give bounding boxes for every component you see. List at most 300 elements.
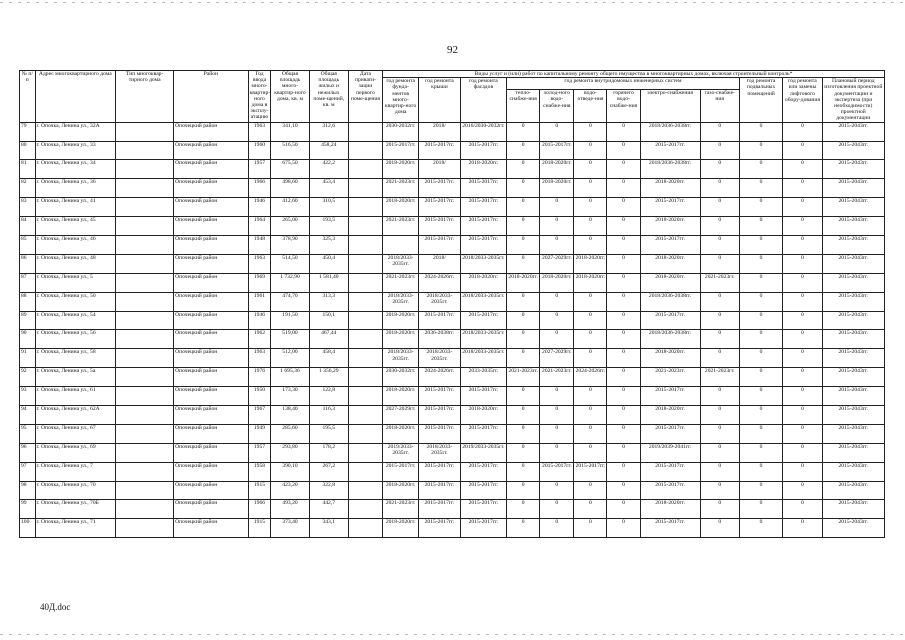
sewer-cell: 0 xyxy=(574,292,607,311)
facade-repair-cell: 2018/2033-2035гг. xyxy=(460,292,507,311)
funds-repair-cell: 2018/2033-2035гг. xyxy=(383,349,419,368)
elevator-repair-cell: 0 xyxy=(783,387,822,406)
gas-supply-cell: 2021-2023гг. xyxy=(700,273,739,292)
address-cell: г. Опочка, Ленина ул., 45 xyxy=(35,217,116,236)
address-cell: г. Опочка, Ленина ул., 71 xyxy=(35,519,116,538)
district-cell: Опочецкий район xyxy=(174,500,248,519)
table-row xyxy=(20,462,885,481)
roof-repair-cell: 2018/ xyxy=(419,122,460,141)
sewer-cell: 0 xyxy=(574,424,607,443)
hot-water-cell: 0 xyxy=(607,330,640,349)
year-built-cell: 1961 xyxy=(248,292,271,311)
total-area-cell: 498,60 xyxy=(271,179,309,198)
basement-repair-cell: 0 xyxy=(739,122,782,141)
planned-period-cell: 2015-2043гг. xyxy=(822,330,884,349)
hot-water-cell: 0 xyxy=(607,122,640,141)
heat-supply-cell: 0 xyxy=(507,217,540,236)
elevator-repair-cell: 0 xyxy=(783,311,822,330)
heat-supply-cell: 0 xyxy=(507,424,540,443)
electric-supply-cell: 2015-2017гг. xyxy=(640,311,700,330)
funds-repair-cell: 2018/2033-2035гг. xyxy=(383,292,419,311)
funds-repair-cell: 2018-2020гг. xyxy=(383,311,419,330)
facade-repair-cell: 2015-2017гг. xyxy=(460,179,507,198)
cold-water-cell: 2018-2020гг. xyxy=(540,160,574,179)
basement-repair-cell: 0 xyxy=(739,141,782,160)
basement-repair-cell: 0 xyxy=(739,292,782,311)
cold-water-cell: 0 xyxy=(540,443,574,462)
facade-repair-cell: 2018/2033-2035гг. xyxy=(460,330,507,349)
funds-repair-cell: 2018-2020гг. xyxy=(383,387,419,406)
elevator-repair-cell: 0 xyxy=(783,462,822,481)
table-row xyxy=(20,311,885,330)
cold-water-cell: 0 xyxy=(540,122,574,141)
planned-period-cell: 2015-2043гг. xyxy=(822,292,884,311)
privatization-cell xyxy=(348,292,382,311)
heat-supply-cell: 0 xyxy=(507,330,540,349)
living-area-cell: 1 356,29 xyxy=(309,368,348,387)
scan-edge-top xyxy=(0,2,905,3)
total-area-cell: 423,20 xyxy=(271,481,309,500)
total-area-cell: 1 695,36 xyxy=(271,368,309,387)
sewer-cell: 2015-2017гг. xyxy=(574,462,607,481)
house-type-cell xyxy=(116,481,174,500)
row-number: 87 xyxy=(20,273,36,292)
year-built-cell: 1966 xyxy=(248,500,271,519)
address-cell: г. Опочка, Ленина ул., 7 xyxy=(35,462,116,481)
address-cell: г. Опочка, Ленина ул., 36 xyxy=(35,179,116,198)
privatization-cell xyxy=(348,254,382,273)
elevator-repair-cell: 0 xyxy=(783,198,822,217)
cold-water-cell: 2015-2017гг. xyxy=(540,141,574,160)
roof-repair-cell: 2015-2017гг. xyxy=(419,217,460,236)
funds-repair-cell: 2019/2033-2035гг. xyxy=(383,443,419,462)
gas-supply-cell: 0 xyxy=(700,500,739,519)
privatization-cell xyxy=(348,462,382,481)
facade-repair-cell: 2015-2017гг. xyxy=(460,424,507,443)
basement-repair-cell: 0 xyxy=(739,462,782,481)
heat-supply-cell: 0 xyxy=(507,405,540,424)
hot-water-cell: 0 xyxy=(607,292,640,311)
year-built-cell: 1958 xyxy=(248,462,271,481)
gas-supply-cell: 0 xyxy=(700,292,739,311)
address-cell: г. Опочка, Ленина ул., 5 xyxy=(35,273,116,292)
year-built-cell: 1976 xyxy=(248,368,271,387)
basement-repair-cell: 0 xyxy=(739,254,782,273)
planned-period-cell: 2015-2043гг. xyxy=(822,424,884,443)
elevator-repair-cell: 0 xyxy=(783,122,822,141)
district-cell: Опочецкий район xyxy=(174,311,248,330)
row-number: 95 xyxy=(20,424,36,443)
hot-water-cell: 0 xyxy=(607,405,640,424)
cold-water-cell: 0 xyxy=(540,481,574,500)
address-cell: г. Опочка, Ленина ул., 62А xyxy=(35,405,116,424)
header-living-area: Общая площадь жилых и нежилых поме-щений, кв. м xyxy=(309,71,348,123)
total-area-cell: 412,60 xyxy=(271,198,309,217)
cold-water-cell: 2015-2017гг. xyxy=(540,462,574,481)
basement-repair-cell: 0 xyxy=(739,443,782,462)
funds-repair-cell: 2030-2032гг. xyxy=(383,122,419,141)
electric-supply-cell: 2018-2020гг. xyxy=(640,273,700,292)
planned-period-cell: 2015-2043гг. xyxy=(822,217,884,236)
basement-repair-cell: 0 xyxy=(739,405,782,424)
planned-period-cell: 2015-2043гг. xyxy=(822,254,884,273)
living-area-cell: 442,7 xyxy=(309,500,348,519)
hot-water-cell: 0 xyxy=(607,443,640,462)
cold-water-cell: 0 xyxy=(540,405,574,424)
sewer-cell: 0 xyxy=(574,141,607,160)
funds-repair-cell: 2021-2023гг. xyxy=(383,500,419,519)
elevator-repair-cell: 0 xyxy=(783,235,822,254)
year-built-cell: 1957 xyxy=(248,443,271,462)
total-area-cell: 474,70 xyxy=(271,292,309,311)
sewer-cell: 0 xyxy=(574,160,607,179)
privatization-cell xyxy=(348,500,382,519)
table-row xyxy=(20,368,885,387)
heat-supply-cell: 0 xyxy=(507,519,540,538)
header-gas: газо-снабже-ния xyxy=(700,90,739,123)
house-type-cell xyxy=(116,160,174,179)
elevator-repair-cell: 0 xyxy=(783,443,822,462)
roof-repair-cell: 2015-2017гг. xyxy=(419,462,460,481)
hot-water-cell: 0 xyxy=(607,235,640,254)
elevator-repair-cell: 0 xyxy=(783,405,822,424)
table-row xyxy=(20,349,885,368)
planned-period-cell: 2015-2043гг. xyxy=(822,198,884,217)
facade-repair-cell: 2033-2035гг. xyxy=(460,368,507,387)
privatization-cell xyxy=(348,443,382,462)
funds-repair-cell xyxy=(383,235,419,254)
sewer-cell: 0 xyxy=(574,311,607,330)
hot-water-cell: 0 xyxy=(607,462,640,481)
total-area-cell: 378,90 xyxy=(271,235,309,254)
hot-water-cell: 0 xyxy=(607,141,640,160)
elevator-repair-cell: 0 xyxy=(783,424,822,443)
page-number: 92 xyxy=(447,44,458,56)
hot-water-cell: 0 xyxy=(607,179,640,198)
elevator-repair-cell: 0 xyxy=(783,217,822,236)
header-address: Адрес многоквартирного дома xyxy=(35,71,116,123)
living-area-cell: 122,8 xyxy=(309,387,348,406)
heat-supply-cell: 0 xyxy=(507,500,540,519)
address-cell: г. Опочка, Ленина ул., 33 xyxy=(35,141,116,160)
heat-supply-cell: 0 xyxy=(507,481,540,500)
total-area-cell: 341,10 xyxy=(271,122,309,141)
district-cell: Опочецкий район xyxy=(174,519,248,538)
table-row xyxy=(20,198,885,217)
year-built-cell: 1964 xyxy=(248,217,271,236)
heat-supply-cell: 0 xyxy=(507,292,540,311)
electric-supply-cell: 2019/2039-2041гг. xyxy=(640,443,700,462)
heat-supply-cell: 0 xyxy=(507,141,540,160)
gas-supply-cell: 0 xyxy=(700,443,739,462)
electric-supply-cell: 2018/2036-2038гг. xyxy=(640,122,700,141)
house-type-cell xyxy=(116,235,174,254)
row-number: 94 xyxy=(20,405,36,424)
heat-supply-cell: 0 xyxy=(507,235,540,254)
house-type-cell xyxy=(116,368,174,387)
living-area-cell: 343,1 xyxy=(309,519,348,538)
table-row xyxy=(20,500,885,519)
row-number: 86 xyxy=(20,254,36,273)
facade-repair-cell: 2018/2033-2035гг. xyxy=(460,254,507,273)
elevator-repair-cell: 0 xyxy=(783,273,822,292)
address-cell: г. Опочка, Ленина ул., 56 xyxy=(35,330,116,349)
electric-supply-cell: 2015-2017гг. xyxy=(640,387,700,406)
heat-supply-cell: 0 xyxy=(507,462,540,481)
total-area-cell: 512,00 xyxy=(271,349,309,368)
total-area-cell: 265,00 xyxy=(271,217,309,236)
house-type-cell xyxy=(116,254,174,273)
row-number: 80 xyxy=(20,141,36,160)
total-area-cell: 390,10 xyxy=(271,462,309,481)
roof-repair-cell: 2018/ xyxy=(419,160,460,179)
facade-repair-cell: 2015-2017гг. xyxy=(460,387,507,406)
funds-repair-cell: 2015-2017гг. xyxy=(383,141,419,160)
roof-repair-cell: 2018/2033-2035гг. xyxy=(419,443,460,462)
electric-supply-cell: 2015-2017гг. xyxy=(640,141,700,160)
facade-repair-cell: 2015-2017гг. xyxy=(460,462,507,481)
row-number: 85 xyxy=(20,235,36,254)
privatization-cell xyxy=(348,424,382,443)
elevator-repair-cell: 0 xyxy=(783,349,822,368)
hot-water-cell: 0 xyxy=(607,481,640,500)
planned-period-cell: 2015-2043гг. xyxy=(822,179,884,198)
house-type-cell xyxy=(116,330,174,349)
capital-repair-table xyxy=(19,70,885,538)
year-built-cell: 1946 xyxy=(248,198,271,217)
roof-repair-cell: 2018/2033-2035гг. xyxy=(419,349,460,368)
living-area-cell: 322,8 xyxy=(309,481,348,500)
gas-supply-cell: 0 xyxy=(700,311,739,330)
header-heat: тепло-снабже-ния xyxy=(507,90,540,123)
address-cell: г. Опочка, Ленина ул., 41 xyxy=(35,198,116,217)
table-row xyxy=(20,179,885,198)
heat-supply-cell: 2018-2020гг. xyxy=(507,273,540,292)
gas-supply-cell: 0 xyxy=(700,179,739,198)
house-type-cell xyxy=(116,198,174,217)
roof-repair-cell: 2018/ xyxy=(419,254,460,273)
year-built-cell: 1966 xyxy=(248,179,271,198)
facade-repair-cell: 2018/2033-2035гг. xyxy=(460,349,507,368)
planned-period-cell: 2015-2043гг. xyxy=(822,122,884,141)
electric-supply-cell: 2015-2017гг. xyxy=(640,519,700,538)
row-number: 100 xyxy=(20,519,36,538)
year-built-cell: 1949 xyxy=(248,424,271,443)
heat-supply-cell: 0 xyxy=(507,179,540,198)
district-cell: Опочецкий район xyxy=(174,198,248,217)
gas-supply-cell: 2021-2023гг. xyxy=(700,368,739,387)
table-row xyxy=(20,405,885,424)
electric-supply-cell: 2015-2017гг. xyxy=(640,235,700,254)
sewer-cell: 0 xyxy=(574,405,607,424)
planned-period-cell: 2015-2043гг. xyxy=(822,462,884,481)
heat-supply-cell: 0 xyxy=(507,311,540,330)
row-number: 89 xyxy=(20,311,36,330)
living-area-cell: 450,4 xyxy=(309,254,348,273)
sewer-cell: 0 xyxy=(574,198,607,217)
electric-supply-cell: 2018-2020гг. xyxy=(640,217,700,236)
living-area-cell: 267,2 xyxy=(309,462,348,481)
hot-water-cell: 0 xyxy=(607,160,640,179)
basement-repair-cell: 0 xyxy=(739,311,782,330)
table-row xyxy=(20,443,885,462)
house-type-cell xyxy=(116,273,174,292)
electric-supply-cell: 2018/2036-2038гг. xyxy=(640,330,700,349)
basement-repair-cell: 0 xyxy=(739,235,782,254)
privatization-cell xyxy=(348,179,382,198)
funds-repair-cell: 2021-2023гг. xyxy=(383,217,419,236)
roof-repair-cell: 2015-2017гг. xyxy=(419,311,460,330)
district-cell: Опочецкий район xyxy=(174,160,248,179)
year-built-cell: 1957 xyxy=(248,160,271,179)
header-total-area: Общая площадь много-квартир-ного дома, кв. м xyxy=(271,71,309,123)
district-cell: Опочецкий район xyxy=(174,368,248,387)
gas-supply-cell: 0 xyxy=(700,141,739,160)
living-area-cell: 1 581,40 xyxy=(309,273,348,292)
header-hot-water: горячего водо-снабже-ния xyxy=(607,90,640,123)
planned-period-cell: 2015-2043гг. xyxy=(822,160,884,179)
facade-repair-cell: 2015-2017гг. xyxy=(460,500,507,519)
electric-supply-cell: 2018/2036-2038гг. xyxy=(640,292,700,311)
table-row xyxy=(20,217,885,236)
basement-repair-cell: 0 xyxy=(739,500,782,519)
sewer-cell: 0 xyxy=(574,519,607,538)
privatization-cell xyxy=(348,349,382,368)
living-area-cell: 458,4 xyxy=(309,349,348,368)
roof-repair-cell: 2036-2038гг. xyxy=(419,330,460,349)
year-built-cell: 1950 xyxy=(248,387,271,406)
year-built-cell: 1963 xyxy=(248,122,271,141)
year-built-cell: 1962 xyxy=(248,330,271,349)
planned-period-cell: 2015-2043гг. xyxy=(822,500,884,519)
funds-repair-cell: 2018-2020гг. xyxy=(383,330,419,349)
basement-repair-cell: 0 xyxy=(739,330,782,349)
header-roof: год ремонта крыши xyxy=(419,78,460,122)
heat-supply-cell: 0 xyxy=(507,387,540,406)
funds-repair-cell: 2018-2020гг. xyxy=(383,519,419,538)
house-type-cell xyxy=(116,217,174,236)
cold-water-cell: 0 xyxy=(540,519,574,538)
header-type: Тип многоквар-тирного дома xyxy=(116,71,174,123)
house-type-cell xyxy=(116,519,174,538)
year-built-cell: 1915 xyxy=(248,481,271,500)
facade-repair-cell: 2015-2017гг. xyxy=(460,311,507,330)
hot-water-cell: 0 xyxy=(607,273,640,292)
table-row xyxy=(20,330,885,349)
header-sewer: водо-отведе-ния xyxy=(574,90,607,123)
cold-water-cell: 2027-2029гг. xyxy=(540,349,574,368)
total-area-cell: 173,30 xyxy=(271,387,309,406)
year-built-cell: 1967 xyxy=(248,405,271,424)
total-area-cell: 675,50 xyxy=(271,160,309,179)
roof-repair-cell: 2015-2017гг. xyxy=(419,235,460,254)
funds-repair-cell: 2018/2033-2035гг. xyxy=(383,254,419,273)
total-area-cell: 293,80 xyxy=(271,443,309,462)
header-basement: год ремонта подвальных помещений xyxy=(739,78,782,122)
header-services-group: Виды услуг и (или) работ по капитальному ремонту общего имущества в многоквартирных домах, включая строительный контроль* xyxy=(383,71,885,78)
cold-water-cell: 0 xyxy=(540,424,574,443)
row-number: 97 xyxy=(20,462,36,481)
funds-repair-cell: 2015-2017гг. xyxy=(383,462,419,481)
table-row xyxy=(20,292,885,311)
table-row xyxy=(20,254,885,273)
electric-supply-cell: 2018-2020гг. xyxy=(640,179,700,198)
row-number: 88 xyxy=(20,292,36,311)
table-row xyxy=(20,141,885,160)
hot-water-cell: 0 xyxy=(607,500,640,519)
roof-repair-cell: 2018/2033-2035гг. xyxy=(419,292,460,311)
electric-supply-cell: 2018/2036-2038гг. xyxy=(640,160,700,179)
privatization-cell xyxy=(348,273,382,292)
facade-repair-cell: 2015-2017гг. xyxy=(460,217,507,236)
heat-supply-cell: 0 xyxy=(507,198,540,217)
living-area-cell: 458,24 xyxy=(309,141,348,160)
cold-water-cell: 0 xyxy=(540,292,574,311)
privatization-cell xyxy=(348,481,382,500)
gas-supply-cell: 0 xyxy=(700,122,739,141)
row-number: 90 xyxy=(20,330,36,349)
roof-repair-cell: 2015-2017гг. xyxy=(419,519,460,538)
hot-water-cell: 0 xyxy=(607,198,640,217)
hot-water-cell: 0 xyxy=(607,217,640,236)
gas-supply-cell: 0 xyxy=(700,519,739,538)
house-type-cell xyxy=(116,443,174,462)
year-built-cell: 1963 xyxy=(248,254,271,273)
gas-supply-cell: 0 xyxy=(700,349,739,368)
address-cell: г. Опочка, Ленина ул., 50 xyxy=(35,292,116,311)
basement-repair-cell: 0 xyxy=(739,217,782,236)
address-cell: г. Опочка, Ленина ул., 5а xyxy=(35,368,116,387)
heat-supply-cell: 0 xyxy=(507,160,540,179)
table-row xyxy=(20,160,885,179)
living-area-cell: 310,5 xyxy=(309,198,348,217)
hot-water-cell: 0 xyxy=(607,368,640,387)
living-area-cell: 453,4 xyxy=(309,179,348,198)
district-cell: Опочецкий район xyxy=(174,254,248,273)
basement-repair-cell: 0 xyxy=(739,160,782,179)
funds-repair-cell: 2021-2023гг. xyxy=(383,273,419,292)
gas-supply-cell: 0 xyxy=(700,198,739,217)
table-row xyxy=(20,273,885,292)
planned-period-cell: 2015-2043гг. xyxy=(822,311,884,330)
electric-supply-cell: 2018-2020гг. xyxy=(640,349,700,368)
elevator-repair-cell: 0 xyxy=(783,254,822,273)
district-cell: Опочецкий район xyxy=(174,424,248,443)
total-area-cell: 285,60 xyxy=(271,424,309,443)
scan-edge-bottom xyxy=(0,634,905,635)
row-number: 83 xyxy=(20,198,36,217)
year-built-cell: 1915 xyxy=(248,519,271,538)
facade-repair-cell: 2018-2020гг. xyxy=(460,160,507,179)
sewer-cell: 0 xyxy=(574,330,607,349)
living-area-cell: 150,1 xyxy=(309,311,348,330)
house-type-cell xyxy=(116,424,174,443)
total-area-cell: 1 732,90 xyxy=(271,273,309,292)
row-number: 93 xyxy=(20,387,36,406)
total-area-cell: 373,40 xyxy=(271,519,309,538)
gas-supply-cell: 0 xyxy=(700,462,739,481)
facade-repair-cell: 2015-2017гг. xyxy=(460,519,507,538)
table-row xyxy=(20,481,885,500)
address-cell: г. Опочка, Ленина ул., 70Б xyxy=(35,500,116,519)
row-number: 99 xyxy=(20,500,36,519)
district-cell: Опочецкий район xyxy=(174,443,248,462)
document-filename: 40Д.doc xyxy=(40,602,71,612)
privatization-cell xyxy=(348,387,382,406)
planned-period-cell: 2015-2043гг. xyxy=(822,387,884,406)
sewer-cell: 0 xyxy=(574,217,607,236)
table-row xyxy=(20,122,885,141)
